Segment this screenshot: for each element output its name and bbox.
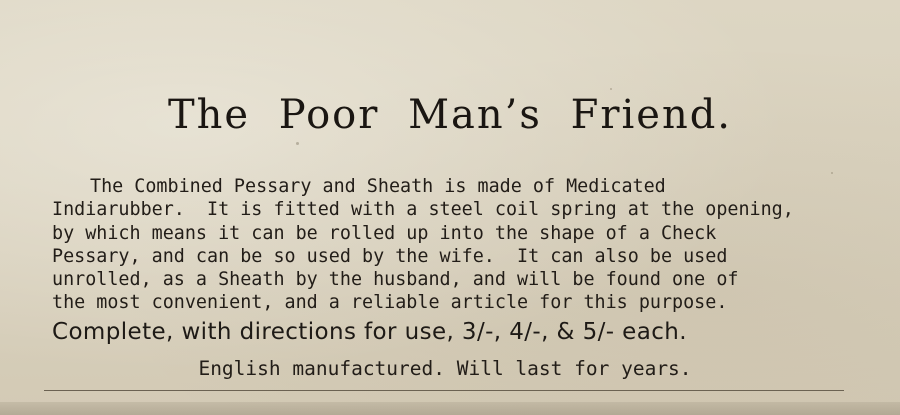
description-line: Indiarubber. It is fitted with a steel coil spring at the opening, [52,199,794,221]
advert-description [52,175,838,315]
description-line: Pessary, and can be so used by the wife. It can also be used [52,245,728,267]
paper-speck [610,88,612,90]
paper-speck [296,142,299,145]
paper-speck [831,172,833,174]
description-line: unrolled, as a Sheath by the husband, and will be found one of [52,269,739,291]
page-bottom-edge [0,402,900,415]
advert-title: The Poor Man’s Friend. [167,92,733,138]
horizontal-rule [44,390,844,391]
description-line: by which means it can be rolled up into the shape of a Check [52,222,717,244]
price-line: Complete, with directions for use, 3/-, 4/-, & 5/- each. [52,319,687,345]
manufacture-line: English manufactured. Will last for years. [198,357,692,380]
description-line: The Combined Pessary and Sheath is made of Medicated [90,176,666,197]
description-line: the most convenient, and a reliable article for this purpose. [52,292,728,314]
